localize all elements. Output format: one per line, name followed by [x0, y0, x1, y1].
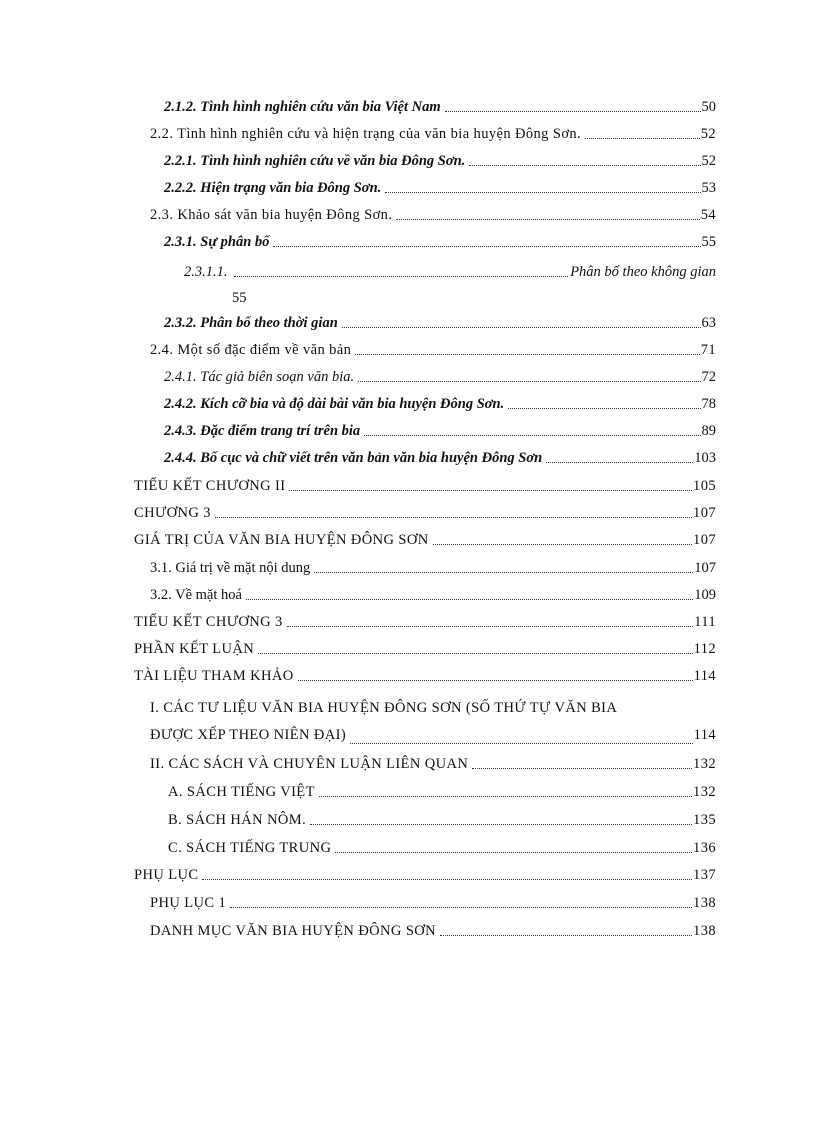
- toc-entry-title: 2.3.2. Phân bố theo thời gian: [164, 315, 338, 331]
- toc-entry[interactable]: [164, 178, 716, 198]
- leader-dots: [469, 164, 700, 166]
- toc-entry[interactable]: [134, 476, 716, 496]
- toc-entry-page: 78: [701, 396, 716, 412]
- toc-entry-title: 2.4.2. Kích cỡ bia và độ dài bài văn bia huyện Đông Sơn.: [164, 396, 505, 412]
- leader-dots: [314, 571, 693, 573]
- toc-entry[interactable]: [168, 810, 716, 830]
- toc-entry[interactable]: [150, 558, 716, 578]
- toc-entry-page: 55: [232, 290, 247, 306]
- toc-entry-page: 63: [701, 315, 716, 331]
- toc-entry-title-line2: ĐƯỢC XẾP THEO NIÊN ĐẠI): [150, 727, 347, 743]
- toc-entry-page: 111: [694, 614, 716, 630]
- toc-entry[interactable]: [168, 782, 716, 802]
- toc-entry[interactable]: [134, 865, 716, 885]
- toc-entry-page: 71: [700, 342, 716, 358]
- toc-entry-page: 114: [693, 727, 716, 743]
- toc-entry[interactable]: [150, 585, 716, 605]
- toc-entry-page: 132: [693, 756, 716, 772]
- toc-entry-title-right: Phân bố theo không gian: [570, 264, 716, 280]
- leader-dots: [433, 543, 692, 545]
- toc-entry-page: 114: [693, 668, 716, 684]
- leader-dots: [508, 407, 700, 409]
- toc-entry-title: 2.4.1. Tác giả biên soạn văn bia.: [164, 369, 355, 385]
- toc-entry[interactable]: [150, 893, 716, 913]
- toc-entry-page: 53: [701, 180, 716, 196]
- toc-entry-title: DANH MỤC VĂN BIA HUYỆN ĐÔNG SƠN: [150, 923, 437, 939]
- leader-dots: [246, 598, 693, 600]
- toc-entry-page: 137: [693, 867, 716, 883]
- toc-entry-page: 89: [701, 423, 716, 439]
- leader-dots: [385, 191, 700, 193]
- toc-entry-page: 138: [693, 895, 716, 911]
- toc-entry[interactable]: [164, 151, 716, 171]
- toc-entry[interactable]: [164, 313, 716, 333]
- toc-entry[interactable]: [150, 205, 716, 225]
- leader-dots: [202, 878, 692, 880]
- toc-entry[interactable]: [150, 340, 716, 360]
- toc-entry-page: 103: [694, 450, 716, 466]
- leader-dots: [350, 742, 693, 744]
- toc-entry[interactable]: [150, 124, 716, 144]
- toc-entry-page: 135: [693, 812, 716, 828]
- toc-entry-title: 3.1. Giá trị về mặt nội dung: [150, 560, 311, 576]
- leader-dots: [585, 137, 700, 139]
- toc-entry-title: 2.1.2. Tình hình nghiên cứu văn bia Việt Nam: [164, 99, 441, 115]
- toc-entry-title: TIỂU KẾT CHƯƠNG 3: [134, 614, 283, 630]
- leader-dots: [298, 679, 693, 681]
- toc-entry-page: 132: [693, 784, 716, 800]
- leader-dots: [287, 625, 693, 627]
- toc-entry-title: 2.4.4. Bố cục và chữ viết trên văn bản văn bia huyện Đông Sơn: [164, 450, 543, 466]
- toc-entry-title: 2.2.2. Hiện trạng văn bia Đông Sơn.: [164, 180, 382, 196]
- toc-entry-page: 54: [700, 207, 716, 223]
- toc-entry-title: II. CÁC SÁCH VÀ CHUYÊN LUẬN LIÊN QUAN: [150, 756, 469, 772]
- leader-dots: [310, 823, 692, 825]
- leader-dots: [319, 795, 692, 797]
- toc-entry-title: PHỤ LỤC: [134, 867, 199, 883]
- leader-dots: [215, 516, 692, 518]
- toc-entry-page: 72: [701, 369, 716, 385]
- toc-entry-title: C. SÁCH TIẾNG TRUNG: [168, 840, 332, 856]
- toc-entry[interactable]: [164, 97, 716, 117]
- toc-entry-title: 2.3.1.1.: [184, 264, 228, 280]
- toc-entry-page: 52: [701, 153, 716, 169]
- toc-entry-page: 138: [693, 923, 716, 939]
- toc-entry-page: 107: [694, 560, 716, 576]
- toc-entry[interactable]: [164, 232, 716, 252]
- toc-entry-page: 55: [701, 234, 716, 250]
- leader-dots: [546, 461, 693, 463]
- leader-dots: [258, 652, 692, 654]
- leader-dots: [364, 434, 700, 436]
- toc-entry-page: 109: [694, 587, 716, 603]
- toc-entry[interactable]: [164, 448, 716, 468]
- toc-entry[interactable]: [150, 754, 716, 774]
- toc-entry-title: B. SÁCH HÁN NÔM.: [168, 812, 307, 828]
- leader-dots: [289, 489, 692, 491]
- leader-dots: [396, 218, 699, 220]
- toc-entry-title: 2.2. Tình hình nghiên cứu và hiện trạng của văn bia huyện Đông Sơn.: [150, 126, 582, 142]
- toc-entry-page: 112: [693, 641, 716, 657]
- toc-entry-title: 3.2. Về mặt hoá: [150, 587, 242, 603]
- toc-entry-page: 50: [701, 99, 716, 115]
- leader-dots: [273, 245, 700, 247]
- toc-entry-title: 2.4.3. Đặc điểm trang trí trên bia: [164, 423, 361, 439]
- toc-entry[interactable]: [164, 421, 716, 441]
- toc-entry-title: 2.3.1. Sự phân bố: [164, 234, 270, 250]
- toc-entry-title-line1: I. CÁC TƯ LIỆU VĂN BIA HUYỆN ĐÔNG SƠN (SỐ THỨ TỰ VĂN BIA: [150, 700, 618, 716]
- toc-entry-title: PHỤ LỤC 1: [150, 895, 227, 911]
- toc-entry[interactable]: [134, 530, 716, 550]
- toc-entry-title: A. SÁCH TIẾNG VIỆT: [168, 784, 315, 800]
- toc-entry-title: 2.2.1. Tình hình nghiên cứu về văn bia Đông Sơn.: [164, 153, 466, 169]
- leader-dots: [445, 110, 701, 112]
- leader-dots: [358, 380, 700, 382]
- toc-entry-title: 2.3. Khảo sát văn bia huyện Đông Sơn.: [150, 207, 393, 223]
- toc-entry[interactable]: [164, 367, 716, 387]
- toc-entry-title: TIỂU KẾT CHƯƠNG II: [134, 478, 286, 494]
- toc-entry-page: 107: [693, 532, 716, 548]
- toc-entry[interactable]: [168, 838, 716, 858]
- toc-entry[interactable]: [184, 262, 716, 306]
- toc-entry-page: 105: [693, 478, 716, 494]
- toc-entry-title: CHƯƠNG 3: [134, 505, 211, 521]
- toc-entry[interactable]: [134, 503, 716, 523]
- toc-entry[interactable]: [134, 666, 716, 686]
- toc-entry-title: GIÁ TRỊ CỦA VĂN BIA HUYỆN ĐÔNG SƠN: [134, 532, 429, 548]
- leader-dots: [355, 353, 699, 355]
- leader-dots: [335, 851, 692, 853]
- toc-entry-page: 136: [693, 840, 716, 856]
- toc-entry-page: 52: [700, 126, 716, 142]
- toc-entry-title: PHẦN KẾT LUẬN: [134, 641, 255, 657]
- leader-dots: [472, 767, 692, 769]
- toc-entry-title: TÀI LIỆU THAM KHẢO: [134, 668, 294, 684]
- toc-entry-title: 2.4. Một số đặc điểm về văn bản: [150, 342, 352, 358]
- leader-dots: [234, 275, 569, 277]
- toc-entry[interactable]: [164, 394, 716, 414]
- leader-dots: [440, 934, 692, 936]
- leader-dots: [230, 906, 692, 908]
- toc-entry-page: 107: [693, 505, 716, 521]
- leader-dots: [342, 326, 701, 328]
- toc-entry[interactable]: [150, 695, 716, 749]
- toc-entry[interactable]: [150, 921, 716, 941]
- toc-entry[interactable]: [134, 612, 716, 632]
- toc-entry[interactable]: [134, 639, 716, 659]
